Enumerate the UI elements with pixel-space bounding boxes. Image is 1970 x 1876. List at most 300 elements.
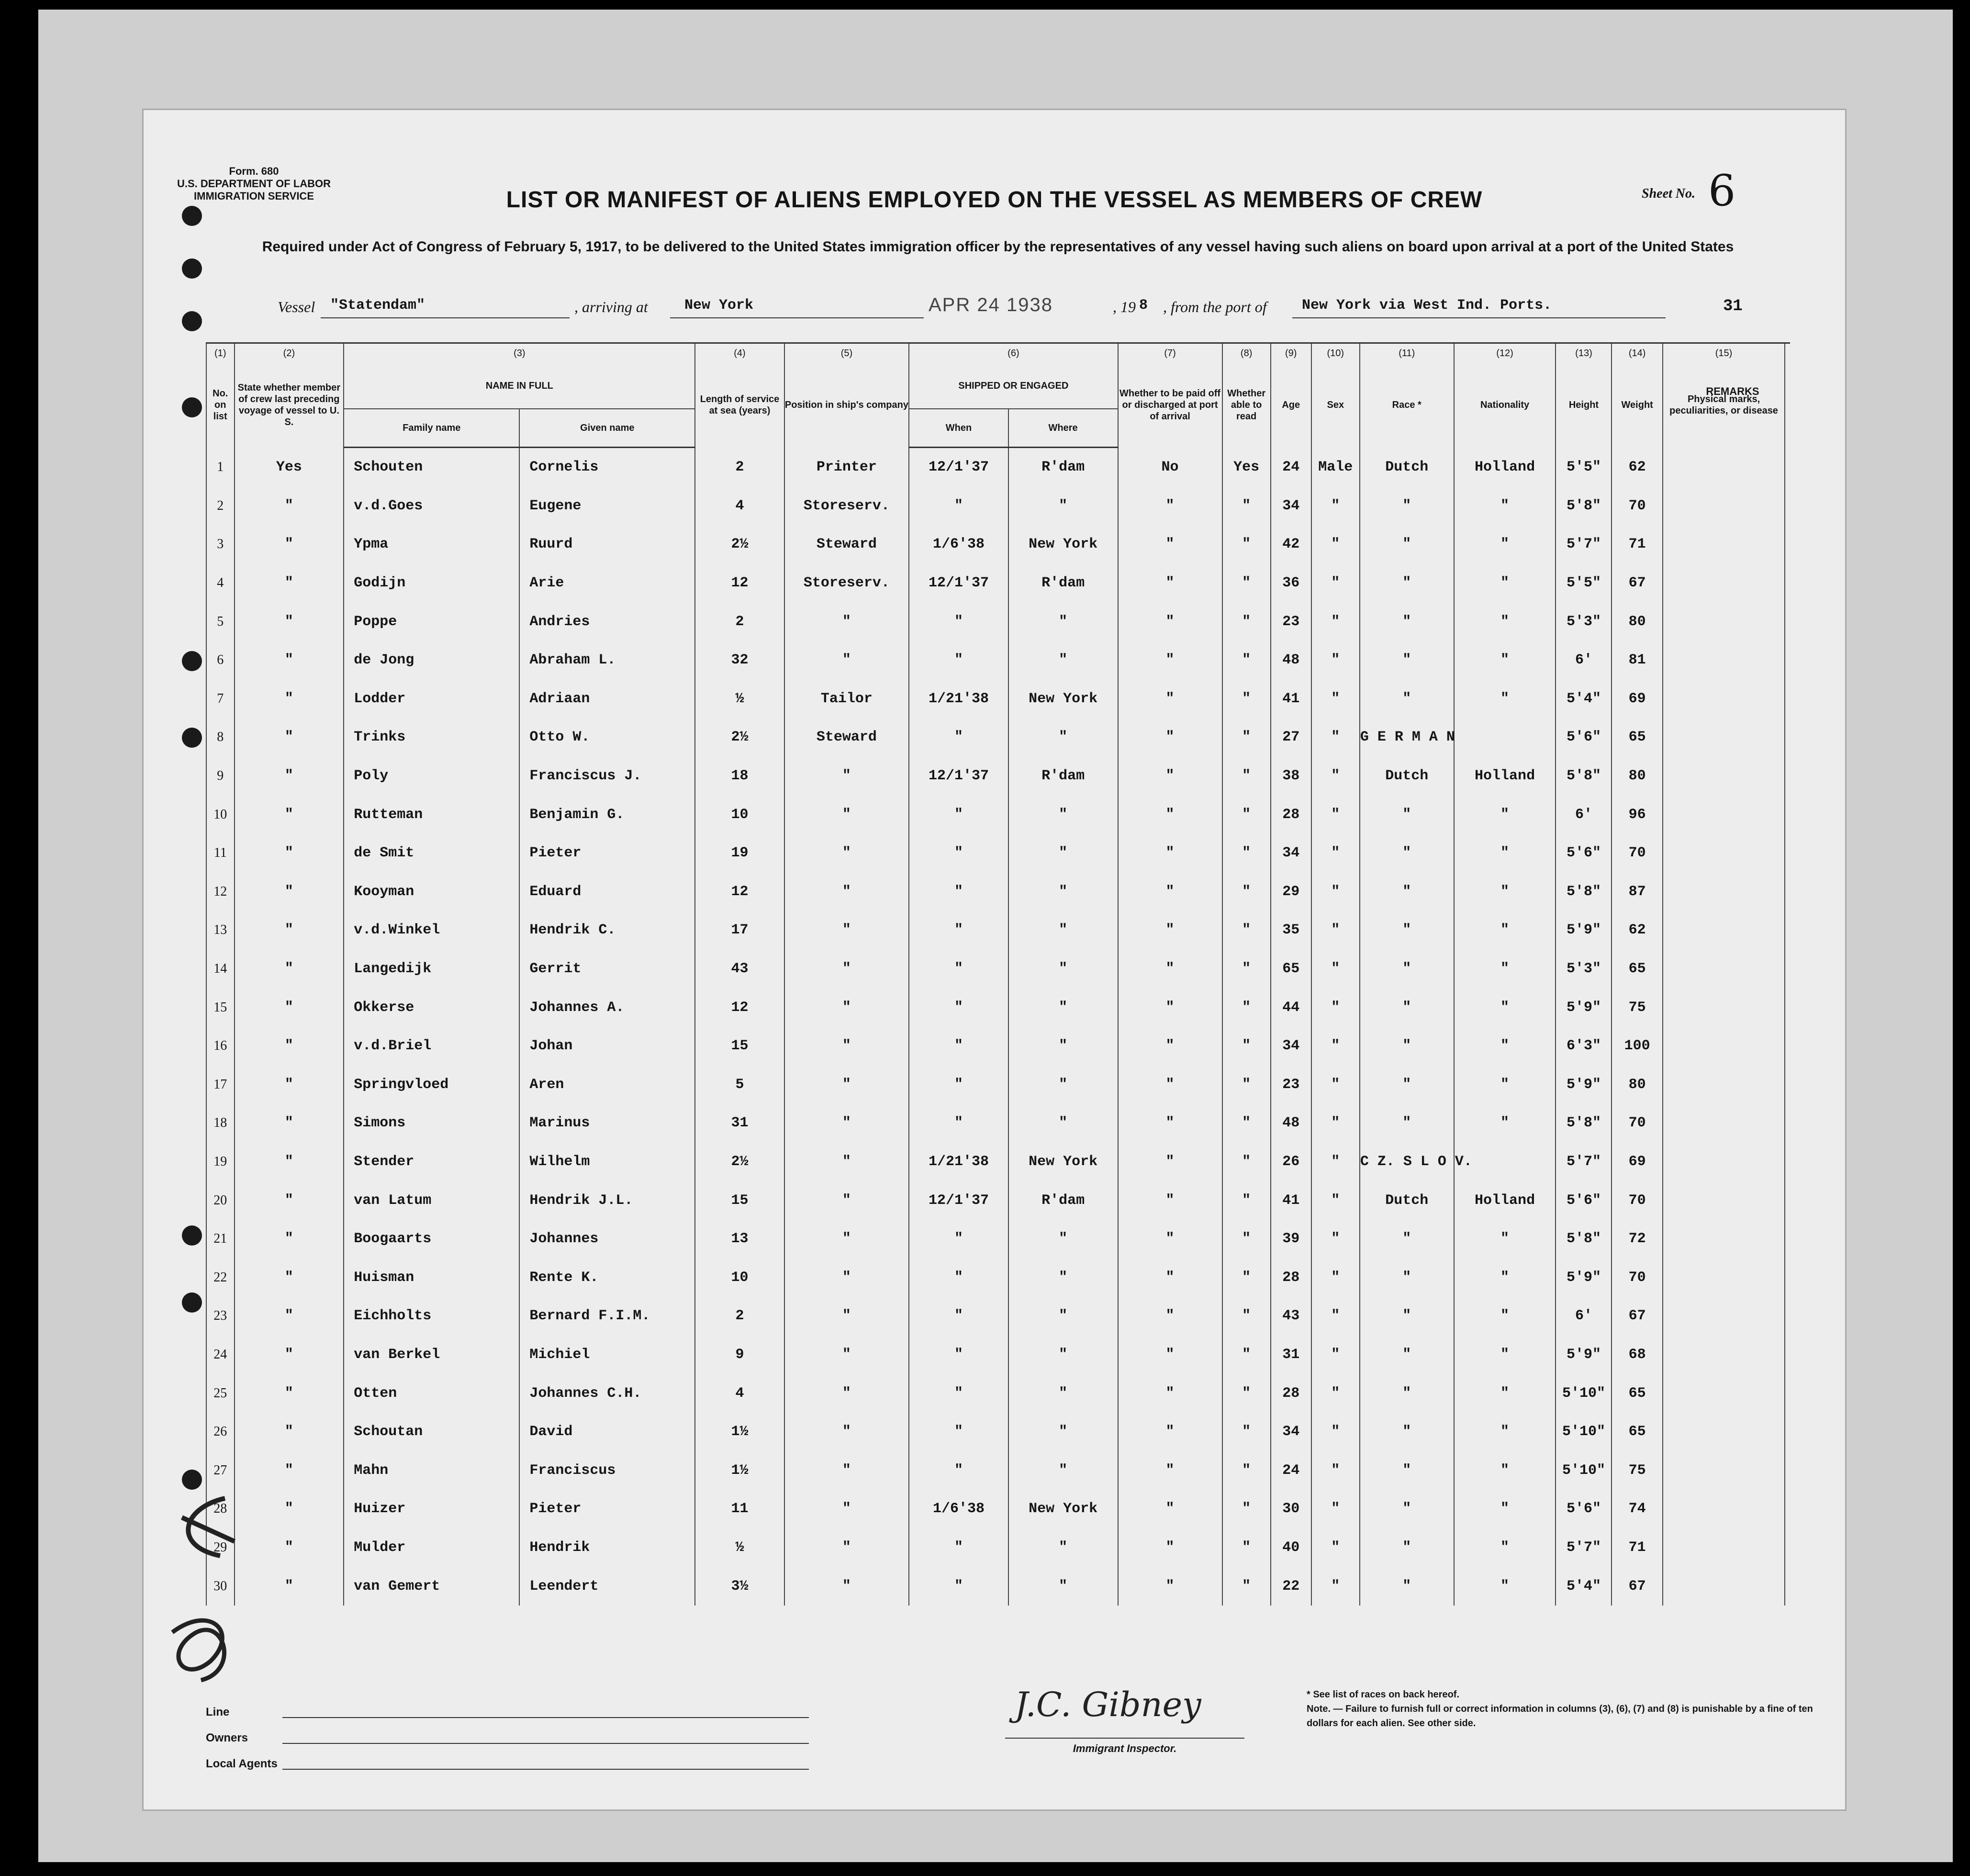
cell-age: 38 [1271,757,1311,796]
cell-race: " [1360,602,1454,641]
cell-remarks [1785,795,1790,834]
cell-paid: " [1118,988,1222,1027]
cell-position: " [784,1451,909,1490]
header-no-on-list: No. on list [206,363,235,448]
cell-when: " [909,1567,1008,1606]
cell-read: " [1222,1413,1271,1451]
cell-where: New York [1008,680,1118,719]
cell-nationality: " [1454,1567,1556,1606]
cell-family: Ypma [344,525,519,564]
cell-height: 5'9" [1556,1258,1612,1297]
cell-when: " [909,1413,1008,1451]
header-remarks: REMARKS [1706,385,1759,397]
cell-service: 2 [695,602,784,641]
cell-sex: " [1311,487,1360,526]
cell-given: Benjamin G. [519,795,695,834]
table-row [206,525,1790,564]
table-row [206,487,1790,526]
header-able-to-read: Whether able to read [1222,363,1271,448]
cell-position: " [784,1297,909,1336]
header-when: When [909,409,1008,448]
cell-physical-marks [1663,988,1785,1027]
cell-remarks [1785,1490,1790,1528]
cell-crew: " [235,1567,344,1606]
cell-position: " [784,795,909,834]
cell-family: Poly [344,757,519,796]
cell-nationality: " [1454,1374,1556,1413]
cell-where: New York [1008,1490,1118,1528]
cell-service: 15 [695,1027,784,1066]
cell-position: " [784,1104,909,1143]
note-fine: Note. — Failure to furnish full or correct information in columns (3), (6), (7) and (8) is punishable by a fine of ten dollars for each alien. See other side. [1307,1704,1813,1729]
cell-given: Eduard [519,873,695,911]
cell-read: " [1222,1143,1271,1181]
cell-weight: 87 [1612,873,1662,911]
cell-paid: " [1118,1104,1222,1143]
cell-height: 5'9" [1556,911,1612,950]
cell-paid: " [1118,1220,1222,1258]
cell-family: Poppe [344,602,519,641]
cell-height: 5'8" [1556,1104,1612,1143]
cell-remarks [1785,834,1790,873]
cell-height: 6' [1556,641,1612,680]
cell-age: 65 [1271,950,1311,989]
cell-physical-marks [1663,1490,1785,1528]
col-num: (15) [1663,343,1785,363]
sheet-number-label: Sheet No. [1642,186,1695,201]
cell-nationality: " [1454,1297,1556,1336]
cell-family: Mulder [344,1528,519,1567]
cell-paid: " [1118,641,1222,680]
table-row [206,448,1790,487]
cell-race: " [1360,564,1454,603]
cell-paid: " [1118,1374,1222,1413]
col-num: (11) [1360,343,1454,363]
cell-position: " [784,873,909,911]
cell-paid: " [1118,1258,1222,1297]
table-row [206,1336,1790,1374]
cell-position: " [784,1181,909,1220]
cell-given: Eugene [519,487,695,526]
cell-race: C Z. S L O V. [1360,1143,1454,1181]
cell-family: Boogaarts [344,1220,519,1258]
cell-height: 5'8" [1556,873,1612,911]
col-num: (3) [344,343,695,363]
table-row [206,718,1790,757]
cell-where: " [1008,1413,1118,1451]
cell-when: 12/1'37 [909,448,1008,487]
table-row [206,950,1790,989]
cell-physical-marks [1663,1181,1785,1220]
cell-nationality: " [1454,1027,1556,1066]
cell-read: " [1222,1374,1271,1413]
cell-paid: " [1118,602,1222,641]
cell-height: 5'8" [1556,757,1612,796]
cell-nationality: Holland [1454,448,1556,487]
table-row [206,911,1790,950]
cell-given: Johannes [519,1220,695,1258]
cell-remarks [1785,525,1790,564]
cell-paid: " [1118,1027,1222,1066]
cell-when: " [909,641,1008,680]
cell-age: 34 [1271,487,1311,526]
cell-where: R'dam [1008,757,1118,796]
cell-age: 30 [1271,1490,1311,1528]
cell-when: " [909,1451,1008,1490]
cell-family: Huisman [344,1258,519,1297]
cell-crew: " [235,911,344,950]
cell-race: " [1360,950,1454,989]
cell-crew: " [235,641,344,680]
cell-when: 12/1'37 [909,564,1008,603]
cell-paid: " [1118,1413,1222,1451]
cell-physical-marks [1663,1336,1785,1374]
vessel-name: "Statendam" [330,297,425,314]
cell-nationality: " [1454,873,1556,911]
cell-position: " [784,641,909,680]
crew-rows [206,448,1790,1606]
cell-service: 15 [695,1181,784,1220]
cell-crew: " [235,1066,344,1104]
cell-paid: " [1118,1451,1222,1490]
cell-weight: 67 [1612,1297,1662,1336]
cell-service: 31 [695,1104,784,1143]
cell-service: 19 [695,834,784,873]
cell-family: Otten [344,1374,519,1413]
cell-when: 1/6'38 [909,1490,1008,1528]
punch-hole [182,1292,202,1313]
cell-family: de Jong [344,641,519,680]
cell-sex: " [1311,911,1360,950]
cell-sex: " [1311,873,1360,911]
cell-nationality: " [1454,525,1556,564]
cell-when: 1/6'38 [909,525,1008,564]
cell-remarks [1785,1220,1790,1258]
cell-read: " [1222,564,1271,603]
cell-when: " [909,1220,1008,1258]
cell-sex: " [1311,1143,1360,1181]
cell-weight: 80 [1612,602,1662,641]
cell-race: " [1360,988,1454,1027]
cell-service: 1½ [695,1451,784,1490]
cell-weight: 96 [1612,795,1662,834]
cell-age: 34 [1271,1413,1311,1451]
cell-given: Otto W. [519,718,695,757]
cell-given: Cornelis [519,448,695,487]
cell-given: Johan [519,1027,695,1066]
cell-physical-marks [1663,1451,1785,1490]
header-name-in-full: NAME IN FULL [344,363,695,409]
cell-age: 28 [1271,1374,1311,1413]
cell-nationality: " [1454,1104,1556,1143]
cell-family: Okkerse [344,988,519,1027]
cell-height: 5'5" [1556,564,1612,603]
cell-family: Stender [344,1143,519,1181]
cell-when: " [909,1027,1008,1066]
cell-where: New York [1008,1143,1118,1181]
table-row [206,602,1790,641]
cell-family: v.d.Winkel [344,911,519,950]
cell-height: 5'7" [1556,1528,1612,1567]
vessel-label: Vessel [278,298,315,315]
cell-service: 12 [695,988,784,1027]
footer-labels [206,1699,278,1777]
cell-remarks [1785,1104,1790,1143]
cell-weight: 100 [1612,1027,1662,1066]
col-num: (13) [1556,343,1612,363]
cell-age: 27 [1271,718,1311,757]
cell-paid: " [1118,1528,1222,1567]
cell-weight: 62 [1612,911,1662,950]
cell-where: New York [1008,525,1118,564]
cell-position: Printer [784,448,909,487]
cell-given: Franciscus J. [519,757,695,796]
cell-no: 6 [206,641,235,680]
cell-position: " [784,602,909,641]
cell-sex: " [1311,1528,1360,1567]
cell-physical-marks [1663,1066,1785,1104]
cell-sex: " [1311,525,1360,564]
cell-nationality: " [1454,1528,1556,1567]
cell-remarks [1785,911,1790,950]
cell-where: " [1008,1104,1118,1143]
cell-given: Leendert [519,1567,695,1606]
cell-where: " [1008,1258,1118,1297]
cell-crew: Yes [235,448,344,487]
table-row [206,1104,1790,1143]
cell-position: " [784,1490,909,1528]
cell-paid: " [1118,1181,1222,1220]
cell-nationality: " [1454,1066,1556,1104]
cell-race: " [1360,525,1454,564]
cell-height: 5'6" [1556,718,1612,757]
cell-height: 5'6" [1556,834,1612,873]
cell-height: 5'4" [1556,1567,1612,1606]
cell-no: 7 [206,680,235,719]
cell-service: 18 [695,757,784,796]
cell-service: 12 [695,873,784,911]
cell-height: 5'3" [1556,602,1612,641]
cell-physical-marks [1663,1258,1785,1297]
cell-read: " [1222,873,1271,911]
header-family-name: Family name [344,409,519,448]
cell-position: Steward [784,525,909,564]
table-row [206,680,1790,719]
header-shipped-or-engaged: SHIPPED OR ENGAGED [909,363,1118,409]
cell-service: 9 [695,1336,784,1374]
department-name: U.S. DEPARTMENT OF LABOR [177,178,331,190]
cell-nationality: Holland [1454,1181,1556,1220]
cell-paid: " [1118,757,1222,796]
cell-physical-marks [1663,1297,1785,1336]
cell-read: " [1222,602,1271,641]
cell-no: 26 [206,1413,235,1451]
vessel-line [278,294,1809,323]
year-prefix: , 19 [1113,298,1136,315]
header-weight: Weight [1612,363,1662,448]
table-row [206,1528,1790,1567]
cell-read: Yes [1222,448,1271,487]
cell-paid: " [1118,1490,1222,1528]
col-num: (8) [1222,343,1271,363]
cell-remarks [1785,718,1790,757]
table-row [206,795,1790,834]
cell-crew: " [235,1374,344,1413]
cell-service: 2½ [695,718,784,757]
cell-position: " [784,1374,909,1413]
cell-sex: " [1311,950,1360,989]
cell-weight: 71 [1612,525,1662,564]
table-row [206,1143,1790,1181]
cell-physical-marks [1663,1027,1785,1066]
cell-crew: " [235,757,344,796]
cell-family: Huizer [344,1490,519,1528]
punch-hole [182,1470,202,1490]
cell-age: 42 [1271,525,1311,564]
cell-given: Rente K. [519,1258,695,1297]
cell-sex: " [1311,1413,1360,1451]
arriving-label: , arriving at [574,298,648,315]
col-num: (2) [235,343,344,363]
cell-remarks [1785,757,1790,796]
cell-remarks [1785,448,1790,487]
cell-sex: " [1311,834,1360,873]
cell-sex: " [1311,1490,1360,1528]
page-subtitle: Required under Act of Congress of February 5, 1917, to be delivered to the United States immigration officer by the representatives of any vessel having such aliens on board upon arrival at a port of the United States [262,239,1734,255]
cell-height: 6' [1556,1297,1612,1336]
cell-age: 41 [1271,1181,1311,1220]
cell-sex: " [1311,680,1360,719]
cell-position: " [784,1258,909,1297]
cell-read: " [1222,1336,1271,1374]
cell-service: 4 [695,487,784,526]
cell-when: " [909,1104,1008,1143]
cell-when: 12/1'37 [909,1181,1008,1220]
cell-when: 12/1'37 [909,757,1008,796]
cell-physical-marks [1663,1104,1785,1143]
cell-race: " [1360,1027,1454,1066]
cell-height: 5'6" [1556,1181,1612,1220]
cell-when: " [909,1066,1008,1104]
cell-given: Bernard F.I.M. [519,1297,695,1336]
cell-physical-marks [1663,1220,1785,1258]
cell-where: " [1008,1567,1118,1606]
cell-no: 1 [206,448,235,487]
cell-crew: " [235,873,344,911]
cell-race: " [1360,873,1454,911]
cell-family: Schoutan [344,1413,519,1451]
cell-physical-marks [1663,873,1785,911]
cell-sex: " [1311,757,1360,796]
cell-read: " [1222,1567,1271,1606]
cell-remarks [1785,487,1790,526]
cell-read: " [1222,680,1271,719]
cell-position: " [784,1567,909,1606]
header-sex: Sex [1311,363,1360,448]
cell-weight: 69 [1612,1143,1662,1181]
cell-position: " [784,1143,909,1181]
cell-nationality: " [1454,564,1556,603]
cell-given: Hendrik [519,1528,695,1567]
cell-service: 13 [695,1220,784,1258]
cell-age: 43 [1271,1297,1311,1336]
cell-sex: " [1311,1336,1360,1374]
cell-position: " [784,1066,909,1104]
cell-nationality: " [1454,641,1556,680]
cell-read: " [1222,1528,1271,1567]
cell-read: " [1222,1181,1271,1220]
cell-age: 48 [1271,1104,1311,1143]
cell-physical-marks [1663,1567,1785,1606]
col-num: (10) [1311,343,1360,363]
cell-where: " [1008,602,1118,641]
cell-service: 2½ [695,1143,784,1181]
cell-crew: " [235,1220,344,1258]
cell-sex: " [1311,1220,1360,1258]
cell-given: Wilhelm [519,1143,695,1181]
cell-family: van Berkel [344,1336,519,1374]
cell-family: v.d.Goes [344,487,519,526]
cell-position: " [784,834,909,873]
cell-no: 18 [206,1104,235,1143]
cell-age: 34 [1271,1027,1311,1066]
header-position: Position in ship's company [784,363,909,448]
cell-family: Rutteman [344,795,519,834]
cell-given: Hendrik C. [519,911,695,950]
inspector-signature: J.C. Gibney [1015,1685,1201,1724]
cell-paid: " [1118,487,1222,526]
cell-no: 9 [206,757,235,796]
cell-paid: " [1118,1297,1222,1336]
cell-service: 5 [695,1066,784,1104]
cell-read: " [1222,950,1271,989]
punch-hole [182,258,202,279]
cell-physical-marks [1663,1143,1785,1181]
cell-remarks [1785,680,1790,719]
table-row [206,834,1790,873]
cell-where: " [1008,988,1118,1027]
cell-given: Arie [519,564,695,603]
cell-when: " [909,988,1008,1027]
cell-race: " [1360,1528,1454,1567]
cell-nationality: " [1454,988,1556,1027]
table-row [206,757,1790,796]
cell-given: Andries [519,602,695,641]
cell-paid: " [1118,564,1222,603]
cell-paid: " [1118,795,1222,834]
service-name: IMMIGRATION SERVICE [194,190,314,202]
cell-age: 24 [1271,1451,1311,1490]
cell-nationality: " [1454,950,1556,989]
cell-read: " [1222,718,1271,757]
cell-age: 23 [1271,1066,1311,1104]
cell-sex: " [1311,1451,1360,1490]
cell-no: 11 [206,834,235,873]
cell-position: " [784,911,909,950]
cell-position: " [784,1413,909,1451]
cell-nationality: " [1454,1451,1556,1490]
cell-sex: " [1311,1027,1360,1066]
cell-weight: 69 [1612,680,1662,719]
cell-age: 22 [1271,1567,1311,1606]
cell-race: " [1360,680,1454,719]
cell-family: v.d.Briel [344,1027,519,1066]
col-num: (14) [1612,343,1662,363]
cell-nationality: " [1454,1220,1556,1258]
cell-race: " [1360,1413,1454,1451]
table-row [206,641,1790,680]
cell-height: 6'3" [1556,1027,1612,1066]
